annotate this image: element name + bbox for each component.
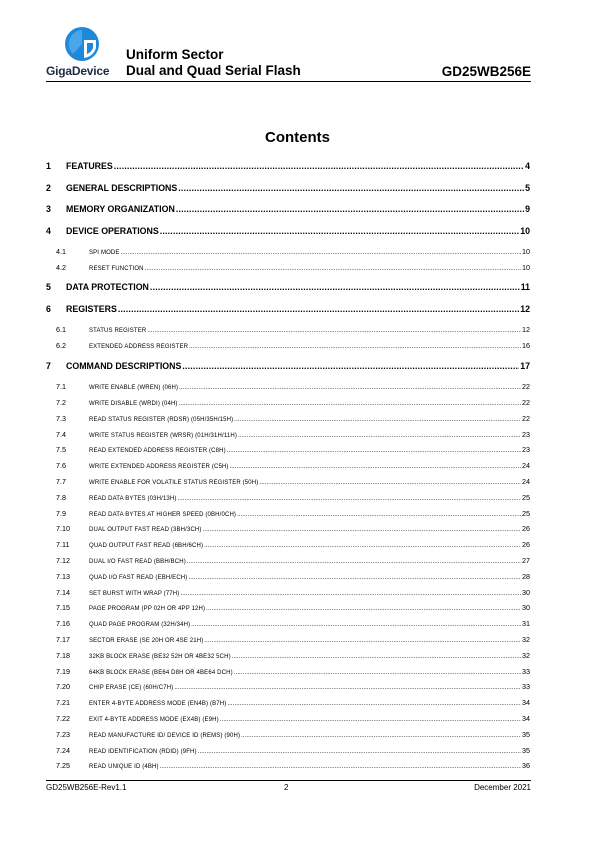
toc-entry-label: GENERAL DESCRIPTIONS xyxy=(66,182,178,193)
toc-dot-leader xyxy=(191,622,521,628)
toc-dot-leader xyxy=(160,226,519,236)
toc-dot-leader xyxy=(237,512,521,518)
toc-dot-leader xyxy=(206,606,521,612)
toc-entry-label: MEMORY ORGANIZATION xyxy=(66,204,175,214)
toc-entry[interactable] xyxy=(46,204,530,214)
toc-dot-leader xyxy=(259,480,521,486)
gigadevice-logo-icon xyxy=(64,26,100,62)
toc-entry-number: 7.15 xyxy=(56,603,70,613)
toc-entry-page: 5 xyxy=(525,182,530,193)
toc-dot-leader xyxy=(227,448,521,454)
toc-entry[interactable] xyxy=(46,572,530,581)
toc-dot-leader xyxy=(180,591,521,597)
toc-dot-leader xyxy=(178,183,524,193)
toc-entry[interactable] xyxy=(46,556,530,565)
toc-entry[interactable] xyxy=(46,493,530,502)
toc-entry-number: 7.4 xyxy=(56,429,66,439)
toc-entry-number: 7 xyxy=(46,360,51,371)
toc-entry-label: SET BURST WITH WRAP (77H) xyxy=(89,590,180,597)
toc-entry-label: CHIP ERASE (CE) (60H/C7H) xyxy=(89,685,174,692)
toc-entry-page: 24 xyxy=(522,461,530,471)
toc-entry-page: 36 xyxy=(522,761,530,771)
toc-entry-number: 7.3 xyxy=(56,413,66,423)
toc-entry-page: 22 xyxy=(522,397,530,407)
toc-entry-page: 25 xyxy=(522,492,530,502)
toc-entry-page: 34 xyxy=(522,698,530,708)
toc-entry-page: 24 xyxy=(522,476,530,486)
toc-entry-page: 22 xyxy=(522,382,530,392)
toc-entry-number: 7.10 xyxy=(56,524,70,534)
toc-dot-leader xyxy=(234,417,521,423)
toc-entry[interactable] xyxy=(46,226,530,236)
toc-entry-page: 33 xyxy=(522,666,530,676)
toc-dot-leader xyxy=(114,161,524,171)
toc-entry-number: 7.7 xyxy=(56,476,66,486)
toc-entry[interactable] xyxy=(46,540,530,549)
toc-entry[interactable] xyxy=(46,682,530,691)
toc-entry-label: DUAL OUTPUT FAST READ (3BH/3CH) xyxy=(89,527,202,534)
toc-entry[interactable] xyxy=(46,698,530,707)
toc-entry-label: READ IDENTIFICATION (RDID) (9FH) xyxy=(89,748,197,755)
toc-entry-page: 35 xyxy=(522,729,530,739)
toc-entry-page: 23 xyxy=(522,445,530,455)
toc-entry-label: READ UNIQUE ID (4BH) xyxy=(89,764,159,771)
toc-entry-page: 12 xyxy=(522,325,530,335)
toc-entry[interactable] xyxy=(46,445,530,454)
toc-entry-page: 35 xyxy=(522,745,530,755)
toc-entry[interactable] xyxy=(46,588,530,597)
toc-entry-page: 9 xyxy=(525,204,530,214)
toc-dot-leader xyxy=(189,344,521,350)
toc-entry-number: 7.5 xyxy=(56,445,66,455)
page-title: Contents xyxy=(265,129,330,146)
toc-dot-leader xyxy=(198,749,521,755)
toc-entry-label: WRITE DISABLE (WRDI) (04H) xyxy=(89,400,178,407)
toc-entry-number: 6.2 xyxy=(56,341,66,351)
toc-dot-leader xyxy=(182,361,519,371)
toc-dot-leader xyxy=(179,401,521,407)
toc-entry-number: 7.9 xyxy=(56,508,66,518)
toc-entry-number: 1 xyxy=(46,161,51,171)
footer-divider xyxy=(46,780,531,781)
toc-dot-leader xyxy=(178,496,521,502)
toc-entry-number: 5 xyxy=(46,282,51,293)
toc-entry[interactable] xyxy=(46,651,530,660)
toc-entry-number: 7.14 xyxy=(56,587,70,597)
toc-entry-label: COMMAND DESCRIPTIONS xyxy=(66,360,182,371)
toc-entry[interactable] xyxy=(46,477,530,486)
toc-entry-number: 7.24 xyxy=(56,745,70,755)
toc-entry-page: 32 xyxy=(522,634,530,644)
toc-entry-label: EXTENDED ADDRESS REGISTER xyxy=(89,344,189,351)
toc-entry-page: 26 xyxy=(522,540,530,550)
toc-entry[interactable] xyxy=(46,304,530,314)
toc-entry-label: DATA PROTECTION xyxy=(66,282,149,293)
toc-entry-number: 6 xyxy=(46,303,51,314)
footer-document-revision: GD25WB256E-Rev1.1 xyxy=(46,783,127,792)
toc-dot-leader xyxy=(220,717,521,723)
toc-entry-number: 7.21 xyxy=(56,698,70,708)
footer-page-number: 2 xyxy=(284,783,289,792)
toc-entry-page: 27 xyxy=(522,555,530,565)
toc-entry-label: READ DATA BYTES AT HIGHER SPEED (0BH/0CH) xyxy=(89,511,237,518)
toc-entry[interactable] xyxy=(46,183,530,193)
toc-entry[interactable] xyxy=(46,619,530,628)
toc-entry[interactable] xyxy=(46,509,530,518)
toc-entry-label: WRITE STATUS REGISTER (WRSR) (01H/31H/11H) xyxy=(89,432,237,439)
header-subtitle-line1: Uniform Sector xyxy=(126,47,224,62)
toc-entry[interactable] xyxy=(46,263,530,272)
toc-entry-number: 7.13 xyxy=(56,571,70,581)
toc-entry-page: 28 xyxy=(522,571,530,581)
gigadevice-logo xyxy=(46,26,118,80)
toc-dot-leader xyxy=(174,685,521,691)
toc-dot-leader xyxy=(234,670,521,676)
toc-entry-number: 6.1 xyxy=(56,325,66,335)
toc-entry[interactable] xyxy=(46,635,530,644)
toc-entry-page: 30 xyxy=(522,587,530,597)
toc-entry-number: 7.25 xyxy=(56,761,70,771)
toc-dot-leader xyxy=(176,204,524,214)
logo-wordmark: GigaDevice xyxy=(46,64,110,78)
toc-entry-label: SPI MODE xyxy=(89,250,120,256)
toc-entry[interactable] xyxy=(46,430,530,439)
header-subtitle-line2: Dual and Quad Serial Flash xyxy=(126,63,301,78)
toc-dot-leader xyxy=(204,543,521,549)
toc-dot-leader xyxy=(179,385,521,391)
toc-entry-label: WRITE EXTENDED ADDRESS REGISTER (C5H) xyxy=(89,464,229,471)
toc-entry-page: 16 xyxy=(522,341,530,351)
header-part-number: GD25WB256E xyxy=(441,64,531,79)
toc-entry[interactable] xyxy=(46,382,530,391)
toc-entry-page: 10 xyxy=(522,262,530,272)
toc-entry-label: READ STATUS REGISTER (RDSR) (05H/35H/15H) xyxy=(89,416,234,423)
toc-dot-leader xyxy=(150,282,520,292)
toc-entry[interactable] xyxy=(46,714,530,723)
toc-entry-number: 3 xyxy=(46,204,51,214)
toc-entry-page: 26 xyxy=(522,524,530,534)
toc-entry-label: WRITE ENABLE (WREN) (06H) xyxy=(89,385,179,392)
toc-entry-label: QUAD OUTPUT FAST READ (6BH/6CH) xyxy=(89,543,204,550)
toc-entry-number: 7.18 xyxy=(56,650,70,660)
toc-entry[interactable] xyxy=(46,746,530,755)
toc-entry-number: 7.1 xyxy=(56,382,66,392)
toc-entry[interactable] xyxy=(46,341,530,350)
toc-entry-label: STATUS REGISTER xyxy=(89,328,147,335)
toc-entry[interactable] xyxy=(46,461,530,470)
toc-entry-label: WRITE ENABLE FOR VOLATILE STATUS REGISTER (50H) xyxy=(89,479,259,486)
toc-entry-page: 11 xyxy=(520,282,530,293)
toc-entry-label: READ EXTENDED ADDRESS REGISTER (C8H) xyxy=(89,448,226,455)
toc-dot-leader xyxy=(238,433,521,439)
toc-entry-number: 7.8 xyxy=(56,492,66,502)
toc-entry-number: 7.11 xyxy=(56,540,70,550)
toc-entry-number: 7.2 xyxy=(56,397,66,407)
toc-entry-label: 32KB BLOCK ERASE (BE32 52H OR 4BE32 5CH) xyxy=(89,653,231,660)
toc-dot-leader xyxy=(145,266,521,272)
toc-entry-page: 12 xyxy=(520,303,530,314)
toc-entry-number: 7.23 xyxy=(56,729,70,739)
toc-entry[interactable] xyxy=(46,603,530,612)
toc-dot-leader xyxy=(230,464,521,470)
toc-entry-number: 4 xyxy=(46,225,51,236)
toc-entry[interactable] xyxy=(46,361,530,371)
footer-date: December 2021 xyxy=(474,783,531,792)
toc-entry-label: 64KB BLOCK ERASE (BE64 D8H OR 4BE64 DCH) xyxy=(89,669,233,676)
toc-entry-label: READ DATA BYTES (03H/13H) xyxy=(89,495,177,502)
toc-dot-leader xyxy=(204,638,521,644)
toc-entry[interactable] xyxy=(46,398,530,407)
toc-entry-number: 7.17 xyxy=(56,634,70,644)
toc-entry-page: 17 xyxy=(520,360,530,371)
toc-entry-page: 25 xyxy=(522,508,530,518)
toc-entry-label: RESET FUNCTION xyxy=(89,265,144,272)
toc-entry-label: QUAD PAGE PROGRAM (32H/34H) xyxy=(89,622,191,629)
header-divider xyxy=(46,81,531,82)
toc-dot-leader xyxy=(121,250,521,256)
toc-entry[interactable] xyxy=(46,161,530,171)
toc-dot-leader xyxy=(203,527,521,533)
toc-entry[interactable] xyxy=(46,730,530,739)
toc-entry-number: 7.19 xyxy=(56,666,70,676)
toc-entry-page: 23 xyxy=(522,429,530,439)
toc-entry-page: 33 xyxy=(522,682,530,692)
toc-entry-page: 32 xyxy=(522,650,530,660)
toc-entry-page: 30 xyxy=(522,603,530,613)
toc-dot-leader xyxy=(147,328,521,334)
toc-entry-label: FEATURES xyxy=(66,161,113,171)
toc-dot-leader xyxy=(160,764,521,770)
toc-entry-label: QUAD I/O FAST READ (EBH/ECH) xyxy=(89,574,188,581)
toc-dot-leader xyxy=(188,575,521,581)
toc-dot-leader xyxy=(187,559,521,565)
toc-entry-number: 7.12 xyxy=(56,555,70,565)
toc-entry-page: 31 xyxy=(522,619,530,629)
toc-dot-leader xyxy=(232,654,521,660)
toc-entry-number: 7.16 xyxy=(56,619,70,629)
toc-entry-number: 7.22 xyxy=(56,713,70,723)
toc-entry-number: 2 xyxy=(46,182,51,193)
toc-entry[interactable] xyxy=(46,761,530,770)
toc-entry-number: 4.2 xyxy=(56,262,66,272)
toc-entry-page: 34 xyxy=(522,713,530,723)
toc-entry-label: SECTOR ERASE (SE 20H OR 4SE 21H) xyxy=(89,637,204,644)
toc-entry[interactable] xyxy=(46,247,530,256)
toc-entry-number: 7.6 xyxy=(56,461,66,471)
toc-entry-label: READ MANUFACTURE ID/ DEVICE ID (REMS) (90H) xyxy=(89,732,241,739)
toc-entry-label: PAGE PROGRAM (PP 02H OR 4PP 12H) xyxy=(89,606,206,613)
toc-dot-leader xyxy=(227,701,521,707)
toc-entry-page: 10 xyxy=(520,225,530,236)
toc-entry-page: 10 xyxy=(522,247,530,256)
toc-entry-label: REGISTERS xyxy=(66,303,117,314)
toc-entry[interactable] xyxy=(46,667,530,676)
toc-entry-number: 7.20 xyxy=(56,682,70,692)
toc-entry[interactable] xyxy=(46,282,530,292)
toc-entry[interactable] xyxy=(46,325,530,334)
toc-entry-page: 4 xyxy=(525,161,530,171)
toc-entry[interactable] xyxy=(46,524,530,533)
toc-entry-number: 4.1 xyxy=(56,247,66,256)
toc-entry-label: DEVICE OPERATIONS xyxy=(66,225,159,236)
toc-entry-page: 22 xyxy=(522,413,530,423)
toc-entry-label: DUAL I/O FAST READ (BBH/BCH) xyxy=(89,558,186,565)
toc-dot-leader xyxy=(241,733,521,739)
toc-entry[interactable] xyxy=(46,414,530,423)
toc-dot-leader xyxy=(118,304,519,314)
toc-entry-label: ENTER 4-BYTE ADDRESS MODE (EN4B) (B7H) xyxy=(89,701,227,708)
toc-entry-label: EXIT 4-BYTE ADDRESS MODE (EX4B) (E9H) xyxy=(89,716,219,723)
